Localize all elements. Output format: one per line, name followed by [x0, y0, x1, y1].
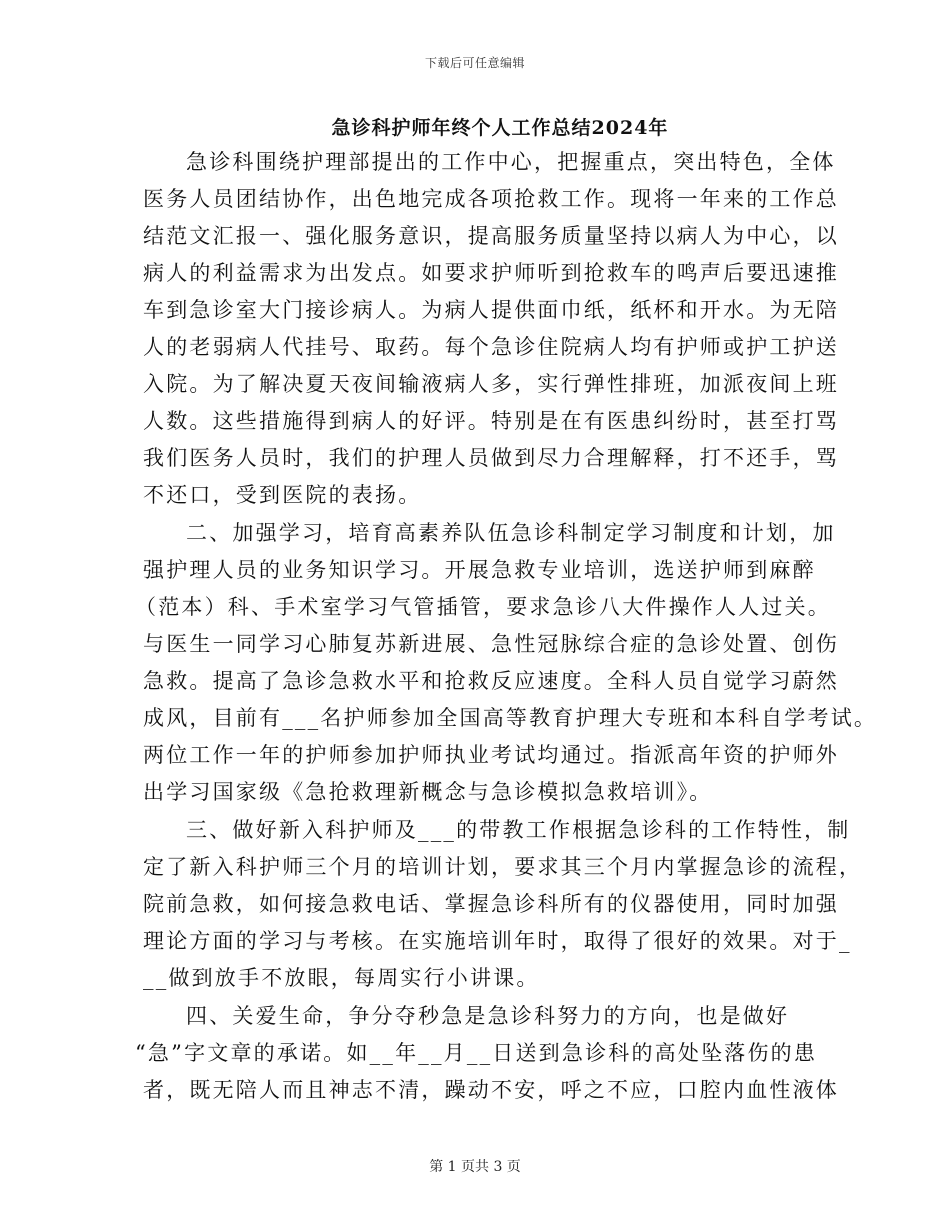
paragraph-line: 与医生一同学习心肺复苏新进展、急性冠脉综合症的急诊处置、创伤: [143, 632, 839, 656]
paragraph-line: 入院。为了解决夏天夜间输液病人多，实行弹性排班，加派夜间上班: [143, 372, 839, 396]
paragraph-line: 四、关爱生命，争分夺秒急是急诊科努力的方向，也是做好: [186, 1004, 790, 1028]
paragraph-line: 急救。提高了急诊急救水平和抢救反应速度。全科人员自觉学习蔚然: [143, 669, 839, 693]
paragraph-line: 定了新入科护师三个月的培训计划，要求其三个月内掌握急诊的流程，: [143, 855, 863, 879]
paragraph-line: 理论方面的学习与考核。在实施培训年时，取得了很好的效果。对于_: [143, 929, 852, 953]
paragraph-line: 病人的利益需求为出发点。如要求护师听到抢救车的鸣声后要迅速推: [143, 261, 839, 285]
paragraph-line: “急”字文章的承诺。如__年__月__日送到急诊科的高处坠落伤的患: [135, 1041, 818, 1065]
paragraph-line: 两位工作一年的护师参加护师执业考试均通过。指派高年资的护师外: [143, 743, 839, 767]
paragraph-line: 车到急诊室大门接诊病人。为病人提供面巾纸，纸杯和开水。为无陪: [143, 298, 839, 322]
paragraph-line: 不还口，受到医院的表扬。: [143, 483, 422, 507]
paragraph-line: 二、加强学习，培育高素养队伍急诊科制定学习制度和计划，加: [186, 521, 836, 545]
paragraph-line: __做到放手不放眼，每周实行小讲课。: [143, 966, 540, 990]
paragraph-line: （范本）科、手术室学习气管插管，要求急诊八大件操作人人过关。: [135, 595, 831, 619]
paragraph-line: 强护理人员的业务知识学习。开展急救专业培训，选送护师到麻醉: [143, 558, 816, 582]
paragraph-line: 我们医务人员时，我们的护理人员做到尽力合理解释，打不还手，骂: [143, 446, 839, 470]
document-title: 急诊科护师年终个人工作总结2024年: [331, 117, 669, 139]
paragraph-line: 急诊科围绕护理部提出的工作中心，把握重点，突出特色，全体: [186, 150, 836, 174]
paragraph-line: 出学习国家级《急抢救理新概念与急诊模拟急救培训》。: [143, 780, 713, 804]
paragraph-line: 院前急救，如何接急救电话、掌握急诊科所有的仪器使用，同时加强: [143, 892, 839, 916]
paragraph-line: 者，既无陪人而且神志不清，躁动不安，呼之不应，口腔内血性液体: [143, 1078, 839, 1102]
page-number: 第 1 页共 3 页: [429, 1159, 521, 1175]
paragraph-line: 结范文汇报一、强化服务意识，提高服务质量坚持以病人为中心，以: [143, 224, 839, 248]
paragraph-line: 成风，目前有___名护师参加全国高等教育护理大专班和本科自学考试。: [143, 706, 878, 730]
paragraph-line: 医务人员团结协作，出色地完成各项抢救工作。现将一年来的工作总: [143, 187, 839, 211]
paragraph-line: 人的老弱病人代挂号、取药。每个急诊住院病人均有护师或护工护送: [143, 335, 839, 359]
paragraph-line: 人数。这些措施得到病人的好评。特别是在有医患纠纷时，甚至打骂: [143, 409, 839, 433]
page-header-note: 下载后可任意编辑: [424, 56, 525, 70]
paragraph-line: 三、做好新入科护师及___的带教工作根据急诊科的工作特性，制: [186, 818, 851, 842]
